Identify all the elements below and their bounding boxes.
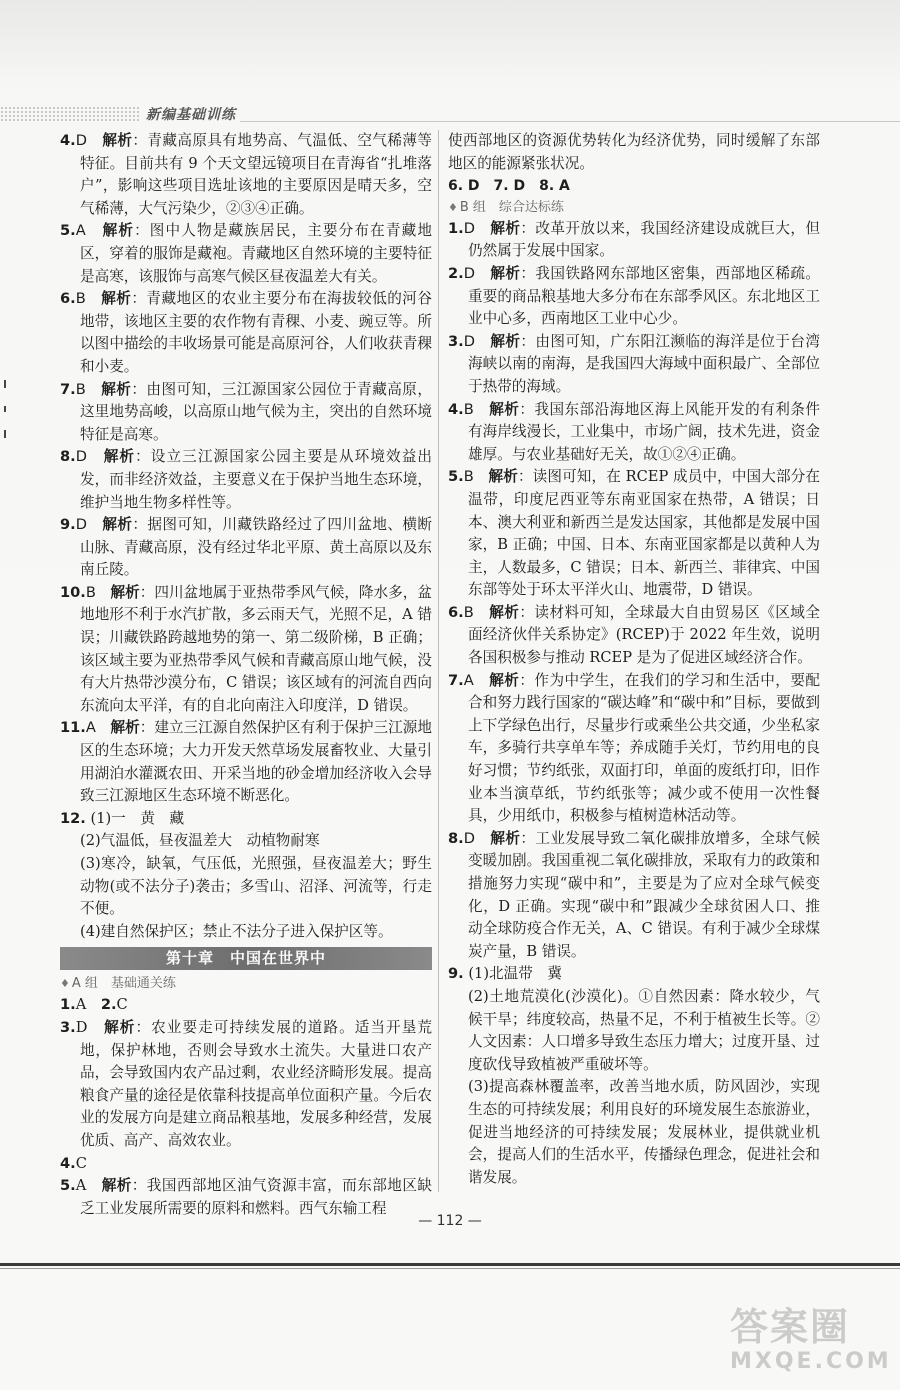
- left-column: [60, 130, 432, 1220]
- item-number: 4.: [60, 132, 76, 149]
- left-answer-list: [60, 130, 432, 808]
- answer-item-right-2: [448, 263, 820, 331]
- chapter10-answer-list: [60, 1017, 432, 1220]
- item-answer: B: [75, 290, 86, 308]
- analysis-label: 解析: [488, 468, 518, 486]
- item-text: ：我国铁路网东部地区密集，西部地区稀疏。重要的商品粮基地大多分布在东部季风区。东北地区工业中心多，西南地区工业中心少。: [468, 264, 820, 328]
- item-number: 8.: [448, 829, 464, 847]
- answer-item-right-5: [448, 466, 820, 602]
- item-number: 2.: [100, 996, 117, 1014]
- item-answer: D: [463, 264, 475, 282]
- item-number: 3.: [448, 332, 464, 350]
- answer-item-right-6: [448, 602, 820, 670]
- group-b-label: B 组 综合达标练: [459, 199, 564, 215]
- page-number: — 112 —: [418, 1213, 482, 1229]
- analysis-label: 解析: [490, 332, 521, 350]
- item-text: ：工业发展导致二氧化碳排放增多，全球气候变暖加剧。我国重视二氧化碳排放，采取有力的政策和措施努力实现“碳中和”，主要是为了应对全球气候变化，D 正确。实现“碳中和”跟减少全球贫困人口、推动全球防疫合作无关，A、C 错误。有利于减少全球煤炭产量，B 错误。: [468, 829, 820, 960]
- answer-item-left-5: [60, 446, 432, 514]
- diamond-icon: ♦: [60, 977, 70, 991]
- item-answer: A: [85, 719, 96, 737]
- group-a-heading: [60, 974, 432, 994]
- item-number: 5.: [60, 1177, 76, 1195]
- item-number: 6.: [60, 290, 76, 308]
- margin-marks: [4, 380, 12, 460]
- answer-item-left-4: [60, 379, 432, 447]
- item-number: 4.: [448, 400, 464, 418]
- item-number: 7.: [448, 671, 464, 689]
- group-b-heading: [448, 198, 820, 218]
- item-text: ：设立三江源国家公园主要是从环境效益出发，而非经济效益，主要意义在于保护当地生态环境，维护当地生物多样性等。: [80, 448, 432, 511]
- analysis-label: 解析: [101, 380, 132, 398]
- q9-part-3: (3)提高森林覆盖率，改善当地水质，防风固沙，实现生态的可持续发展；利用良好的环境发展生态旅游业，促进当地经济的可持续发展；发展林业，提供就业机会，提高人们的生活水平，传播绿色理念，促进社会和谐发展。: [468, 1078, 820, 1186]
- analysis-label: 解析: [103, 448, 136, 466]
- item-number: 11.: [60, 719, 86, 737]
- answer-line-6-8: 6. D 7. D 8. A: [448, 178, 570, 195]
- item-number: 1.: [60, 996, 76, 1014]
- item-number: 5.: [448, 468, 464, 486]
- analysis-label: 解析: [490, 829, 521, 847]
- item-number: 9.: [60, 516, 76, 534]
- header-rule: [240, 121, 900, 122]
- item-answer: D: [75, 516, 87, 534]
- answer-item-left-3: [60, 288, 432, 378]
- item-answer: C: [116, 996, 128, 1014]
- item-answer: B: [463, 400, 474, 418]
- analysis-label: 解析: [490, 219, 521, 237]
- item-number: 4.: [60, 1154, 76, 1172]
- answer-line-1-2: [60, 994, 432, 1017]
- q12-part-1: (1)一 黄 藏: [90, 809, 185, 827]
- item-answer: B: [463, 468, 474, 486]
- item-text: ：图中人物是藏族居民，主要分布在青藏地区，穿着的服饰是藏袍。青藏地区自然环境的主要特征是高寒，该服饰与高寒气候区昼夜温差大有关。: [80, 222, 432, 285]
- q12-part-2: (2)气温低，昼夜温差大 动植物耐寒: [80, 832, 320, 850]
- answer-item-right-8: [448, 828, 820, 964]
- item-text: C: [75, 1154, 87, 1172]
- item-number: 10.: [60, 583, 86, 601]
- answer-item-left-2: [60, 220, 432, 288]
- answer-item-right-7: [448, 670, 820, 828]
- header-title: 新编基础训练: [146, 107, 236, 123]
- item-number: 2.: [448, 264, 464, 282]
- item-text: ：改革开放以来，我国经济建设成就巨大，但仍然属于发展中国家。: [468, 219, 820, 260]
- watermark-line2: MXQE.COM: [730, 1349, 892, 1374]
- item-answer: A: [463, 671, 474, 689]
- answer-item-left-8: [60, 717, 432, 807]
- item-text: ：四川盆地属于亚热带季风气候，降水多，盆地地形不利于水汽扩散，多云雨天气，光照不足，A 错误；川藏铁路跨越地势的第一、第二级阶梯，B 正确；该区域主要为亚热带季风气候和青藏高原山地气候，没有大片热带沙漠分布，C 错误；该区域有的河流自西向东流向太平洋，有的自北向南注入印度洋，D 错误。: [80, 583, 432, 714]
- answer-item-left-6: [60, 514, 432, 582]
- watermark-line1: 答案圈: [730, 1305, 851, 1349]
- answer-item-right-1: [448, 218, 820, 263]
- item-text: ：读材料可知，全球最大自由贸易区《区域全面经济伙伴关系协定》(RCEP)于 2022 年生效，说明各国积极参与推动 RCEP 是为了促进区域经济合作。: [468, 603, 820, 667]
- diamond-icon: ♦: [448, 200, 458, 214]
- chapter-title: 第十章 中国在世界中: [60, 947, 432, 970]
- item-text: ：青藏地区的农业主要分布在海拔较低的河谷地带，该地区主要的农作物有青稞、小麦、豌豆等。所以图中描绘的丰收场景可能是高原河谷，人们收获青稞和小麦。: [80, 290, 432, 375]
- answer-item-right-3: [448, 331, 820, 399]
- analysis-label: 解析: [110, 719, 140, 737]
- analysis-label: 解析: [489, 671, 520, 689]
- item-answer: A: [75, 996, 101, 1014]
- analysis-label: 解析: [101, 290, 132, 308]
- analysis-label: 解析: [104, 1018, 136, 1036]
- q12-part-4: (4)建自然保护区；禁止不法分子进入保护区等。: [80, 922, 393, 940]
- answer-item-9: [448, 963, 820, 986]
- item-answer: D: [463, 829, 475, 847]
- item-text: ：我国东部沿海地区海上风能开发的有利条件有海岸线漫长，工业集中，市场广阔，技术先进，资金雄厚。与农业基础好无关，故①②④正确。: [468, 400, 820, 463]
- header-dot-pattern: [0, 106, 140, 122]
- item-answer: D: [75, 448, 87, 466]
- right-column: [448, 130, 820, 1189]
- answer-item-12: [60, 808, 432, 831]
- item-text: ：据图可知，川藏铁路经过了四川盆地、横断山脉、青藏高原，没有经过华北平原、黄土高原以及东南丘陵。: [80, 516, 432, 579]
- item-answer: D: [75, 132, 87, 149]
- item-answer: D: [75, 1018, 88, 1036]
- item-number: 6.: [448, 603, 464, 621]
- analysis-label: 解析: [101, 1177, 132, 1195]
- item-text: ：建立三江源自然保护区有利于保护三江源地区的生态环境；大力开发天然草场发展畜牧业、大量引用湖泊水灌溉农田、开采当地的砂金增加经济收入会导致三江源地区生态环境不断恶化。: [80, 719, 432, 805]
- right-answer-list: [448, 218, 820, 964]
- item-answer: A: [75, 222, 86, 240]
- item-number: 1.: [448, 219, 464, 237]
- item-number: 8.: [60, 448, 76, 466]
- item-number: 9.: [448, 965, 464, 983]
- answer-item-left-7: [60, 582, 432, 718]
- item-answer: B: [85, 583, 96, 601]
- item-text: ：作为中学生，在我们的学习和生活中，要配合和努力践行国家的“碳达峰”和“碳中和”目标，要做到上下学绿色出行，尽量步行或乘坐公共交通，少坐私家车，多骑行共享单车等；养成随手关灯，节约用电的良好习惯；节约纸张，双面打印，单面的废纸打印，旧作业本当演草纸，节约纸张等；减少或不使用一次性餐具，少用纸巾，积极参与植树造林活动等。: [468, 671, 820, 825]
- item-answer: B: [75, 380, 86, 398]
- item-answer: D: [463, 332, 475, 350]
- analysis-label: 解析: [489, 400, 520, 418]
- analysis-label: 解析: [102, 516, 133, 534]
- continuation-text: 使西部地区的资源优势转化为经济优势，同时缓解了东部地区的能源紧张状况。: [448, 132, 820, 172]
- item-text: ：农业要走可持续发展的道路。适当开垦荒地，保护林地，否则会导致水土流失。大量进口农产品，会导致国内农产品过剩，农业经济畸形发展。提高粮食产量的途径是依靠科技提高单位面积产量。今后农业的发展方向是建立商品粮基地，发展多种经营，发展优质、高产、高效农业。: [80, 1018, 432, 1149]
- answer-item-left-1: [60, 130, 432, 220]
- answer-item-right-4: [448, 399, 820, 467]
- item-number: 3.: [60, 1018, 76, 1036]
- watermark-logo: [730, 1305, 890, 1385]
- answer-item-ch10-4: [60, 1153, 432, 1176]
- bottom-rule: [0, 1263, 900, 1266]
- item-text: ：青藏高原具有地势高、气温低、空气稀薄等特征。目前共有 9 个天文望远镜项目在青海省“扎堆落户”，影响这些项目选址该地的主要原因是晴天多，空气稀薄，大气污染少，②③④正确。: [80, 132, 432, 217]
- analysis-label: 解析: [110, 583, 140, 601]
- q12-part-3: (3)寒冷，缺氧，气压低，光照强，昼夜温差大；野生动物(或不法分子)袭击；多雪山、沼泽、河流等，行走不便。: [80, 855, 432, 918]
- column-divider: [438, 130, 439, 1192]
- analysis-label: 解析: [489, 603, 520, 621]
- item-number: 7.: [60, 380, 76, 398]
- item-text: ：读图可知，在 RCEP 成员中，中国大部分在温带，印度尼西亚等东南亚国家在热带，A 错误；日本、澳大利亚和新西兰是发达国家，其他都是发展中国家，B 正确；中国、日本、东南亚国家都是以黄种人为主，人数最多，C 错误；日本、新西兰、菲律宾、中国东部等处于环太平洋火山、地震带，D 错误。: [468, 468, 820, 599]
- item-answer: B: [463, 603, 474, 621]
- analysis-label: 解析: [102, 222, 135, 240]
- analysis-label: 解析: [102, 132, 133, 149]
- group-a-label: A 组 基础通关练: [71, 976, 176, 992]
- q9-part-2: (2)土地荒漠化(沙漠化)。①自然因素：降水较少，气候干旱；纬度较高，热量不足，不利于植被生长等。②人文因素：人口增多导致生态压力增大；过度开垦、过度砍伐导致植被严重破坏等。: [468, 987, 820, 1073]
- q9-part-1: (1)北温带 冀: [468, 965, 562, 983]
- item-text: ：我国西部地区油气资源丰富，而东部地区缺乏工业发展所需要的原料和燃料。西气东输工程: [80, 1177, 432, 1217]
- answer-item-ch10-3: [60, 1017, 432, 1153]
- analysis-label: 解析: [490, 264, 521, 282]
- item-number: 12.: [60, 809, 86, 827]
- bottom-rule-thin: [0, 1268, 900, 1269]
- item-text: ：由图可知，广东阳江濒临的海洋是位于台湾海峡以南的南海，是我国四大海域中面积最广、全部位于热带的海域。: [468, 332, 820, 395]
- item-answer: D: [463, 219, 475, 237]
- item-answer: A: [75, 1177, 87, 1195]
- item-number: 5.: [60, 222, 76, 240]
- item-text: ：由图可知，三江源国家公园位于青藏高原，这里地势高峻，以高原山地气候为主，突出的自然环境特征是高寒。: [80, 380, 432, 443]
